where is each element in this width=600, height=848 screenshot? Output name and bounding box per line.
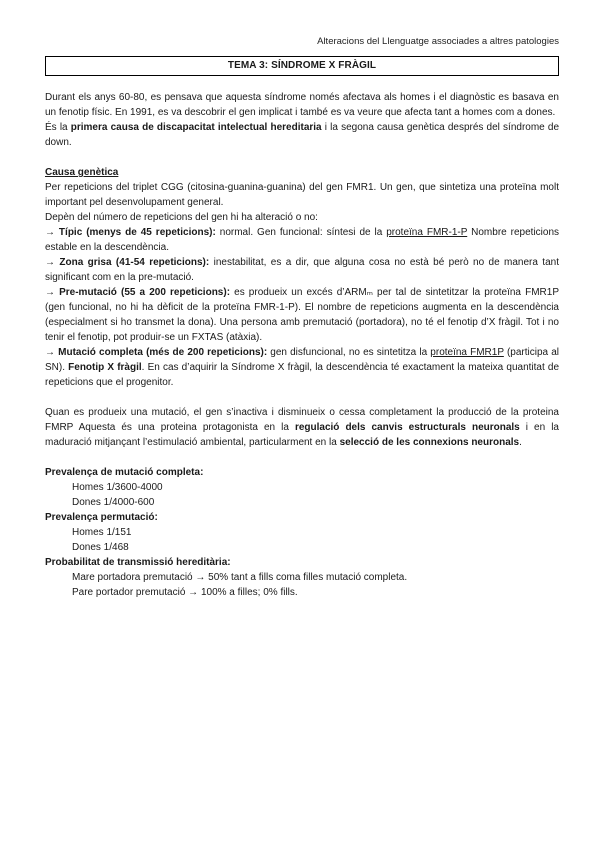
- cause-paragraph: Per repeticions del triplet CGG (citosina-guanina-guanina) del gen FMR1. Un gen, que sintetiza una proteïna molt important pel desenvolupament general.: [45, 182, 559, 208]
- list-item: Homes 1/151: [72, 527, 132, 538]
- pre-mutation-item: → Pre-mutació (55 a 200 repeticions): es produeix un excés d’ARMₘ per tal de sintetitzar la proteïna FMR1P (gen funcional, no hi ha dèficit de la proteïna FMR-1-P). El nombre de repeticions augmenta en la descendència (especialment si ho transmet la dona). Una persona amb premutació (portadora), no té el fenotip d’X fràgil. Tot i no tenir el fenotip, pot produir-se un FXTAS (atàxia).: [45, 287, 559, 343]
- intro-paragraph: Durant els anys 60-80, es pensava que aquesta síndrome només afectava als homes i el diagnòstic es basava en un fenotip físic. En 1991, es va descobrir el gen implicat i també es va veure que afecta tant a homes com a dones.: [45, 92, 559, 118]
- list-item: Homes 1/3600-4000: [72, 482, 163, 493]
- full-mutation-item: → Mutació completa (més de 200 repeticions): gen disfuncional, no es sintetitza la proteïna FMR1P (participa al SN). Fenotip X fràgil. En cas d’aquirir la Síndrome X fràgil, la descendència té exactament la mateixa quantitat de repeticions que el progenitor.: [45, 347, 560, 388]
- list-item: Dones 1/468: [72, 542, 129, 553]
- mutation-paragraph: Quan es produeix una mutació, el gen s’inactiva i disminueix o cessa completament la producció de la proteina FMRP Aquesta és una proteina protagonista en la regulació dels canvis estructurals neuronals i en la maduració mitjançant l’estimulació ambiental, particularment en la selecció de les connexions neuronals.: [45, 407, 559, 448]
- prevalence-pre-label: Prevalença permutació:: [45, 512, 158, 523]
- typical-item: → Típic (menys de 45 repeticions): normal. Gen funcional: síntesi de la proteïna FMR-1-P Nombre repeticions estable en la descendència.: [45, 227, 560, 253]
- list-item: Mare portadora premutació → 50% tant a fills coma filles mutació completa.: [72, 572, 408, 583]
- prevalence-full-label: Prevalença de mutació completa:: [45, 467, 204, 478]
- document-body: [45, 90, 559, 600]
- transmission-label: Probabilitat de transmissió hereditària:: [45, 557, 231, 568]
- list-item: Dones 1/4000-600: [72, 497, 155, 508]
- bold-phrase: primera causa de discapacitat intelectual hereditaria: [70, 122, 322, 133]
- section-heading: Causa genètica: [45, 167, 119, 178]
- grey-zone-item: → Zona grisa (41-54 repeticions): inestabilitat, es a dir, que alguna cosa no està bé però no de manera tant significant com en la pre-mutació.: [45, 257, 559, 283]
- topic-title: TEMA 3: SÍNDROME X FRÀGIL: [45, 56, 559, 76]
- list-item: Pare portador premutació → 100% a filles; 0% fills.: [72, 587, 298, 598]
- intro-paragraph-2: És la primera causa de discapacitat intelectual hereditaria i la segona causa genètica després del síndrome de down.: [45, 122, 560, 148]
- cause-paragraph-2: Depèn del número de repeticions del gen hi ha alteració o no:: [45, 212, 318, 223]
- running-header: Alteracions del Llenguatge associades a altres patologies: [317, 36, 559, 47]
